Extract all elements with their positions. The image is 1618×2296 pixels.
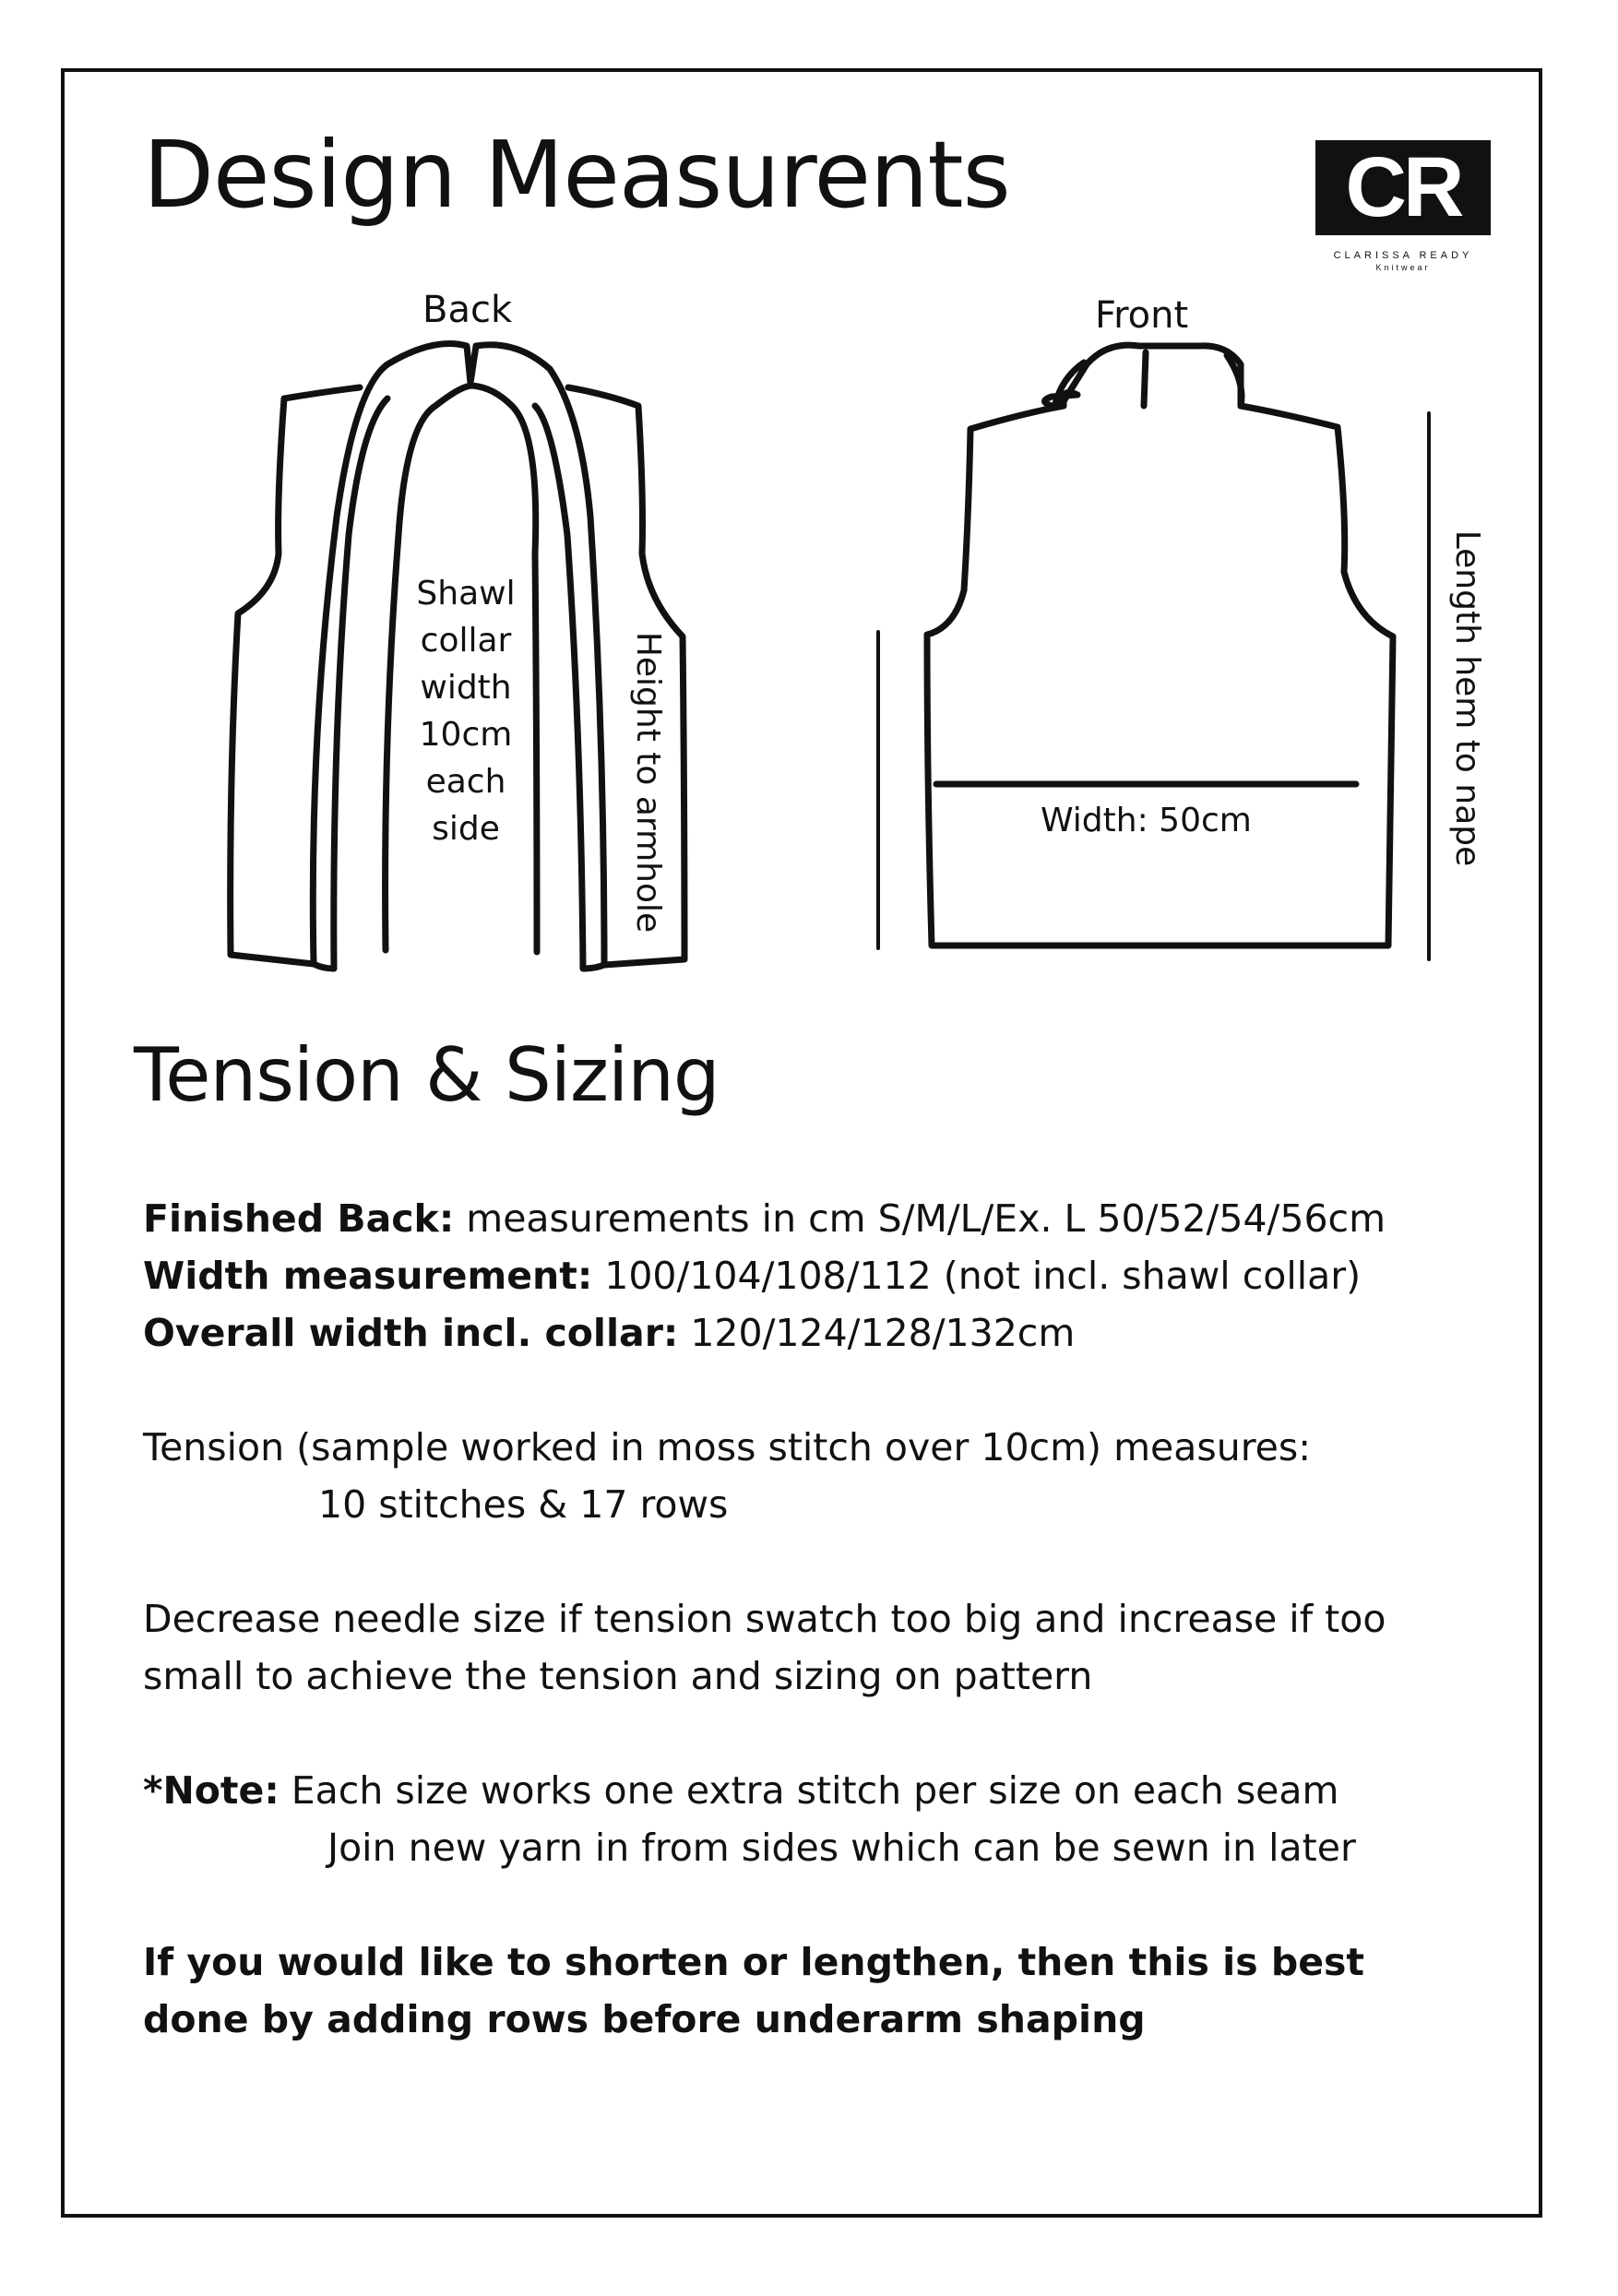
shorten-advice-text: done by adding rows before underarm shaping: [143, 1997, 1146, 2041]
tension-gauge: 10 stitches & 17 rows: [318, 1482, 729, 1527]
collar-note-line: each: [425, 763, 506, 801]
back-label: Back: [422, 289, 513, 331]
sizing-details: [143, 1190, 1508, 2048]
note-line-2: Join new yarn in from sides which can be sewn in later: [327, 1826, 1356, 1870]
length-label: Length hem to nape: [1448, 529, 1486, 867]
front-label: Front: [1095, 294, 1189, 337]
front-collar-placket: [1144, 352, 1146, 406]
height-label: Height to armhole: [629, 631, 667, 934]
note-line: [143, 1762, 1508, 1819]
collar-note-line: Shawl: [416, 575, 516, 613]
back-collar-edge-right: [535, 406, 604, 969]
tension-line: Tension (sample worked in moss stitch over 10cm) measures:: [143, 1425, 1312, 1469]
needle-advice-line: small to achieve the tension and sizing on pattern: [143, 1654, 1093, 1698]
logo-subtitle: Knitwear: [1375, 263, 1431, 272]
note-text: Each size works one extra stitch per size on each seam: [279, 1768, 1339, 1813]
page-title: Design Measurents: [143, 121, 1010, 229]
overall-width-line: [143, 1304, 1508, 1362]
collar-note-line: width: [420, 669, 512, 707]
collar-note-line: 10cm: [419, 716, 513, 754]
needle-advice-line: Decrease needle size if tension swatch too big and increase if too: [143, 1597, 1386, 1641]
shorten-advice-line: [143, 1933, 1508, 1991]
section-title: Tension & Sizing: [134, 1032, 720, 1118]
shorten-advice-text: If you would like to shorten or lengthen, then this is best: [143, 1940, 1365, 1984]
width-label: Width: 50cm: [1041, 802, 1252, 839]
collar-note-line: side: [432, 810, 500, 848]
overall-width-label: Overall width incl. collar:: [143, 1311, 679, 1355]
width-line: [143, 1247, 1508, 1304]
note-label: *Note:: [143, 1768, 280, 1813]
finished-back-value: measurements in cm S/M/L/Ex. L 50/52/54/56cm: [454, 1196, 1386, 1241]
finished-back-line: [143, 1190, 1508, 1247]
overall-width-value: 120/124/128/132cm: [678, 1311, 1076, 1355]
logo-name: CLARISSA READY: [1333, 250, 1473, 261]
front-body: [927, 345, 1393, 946]
logo-initials: CR: [1315, 140, 1491, 235]
back-collar-edge-left: [314, 399, 387, 969]
width-measurement-value: 100/104/108/112 (not incl. shawl collar): [592, 1254, 1362, 1298]
shorten-advice-line: [143, 1991, 1508, 2048]
finished-back-label: Finished Back:: [143, 1196, 455, 1241]
width-measurement-label: Width measurement:: [143, 1254, 593, 1298]
collar-note-line: collar: [420, 622, 512, 660]
collar-note: [387, 570, 544, 852]
